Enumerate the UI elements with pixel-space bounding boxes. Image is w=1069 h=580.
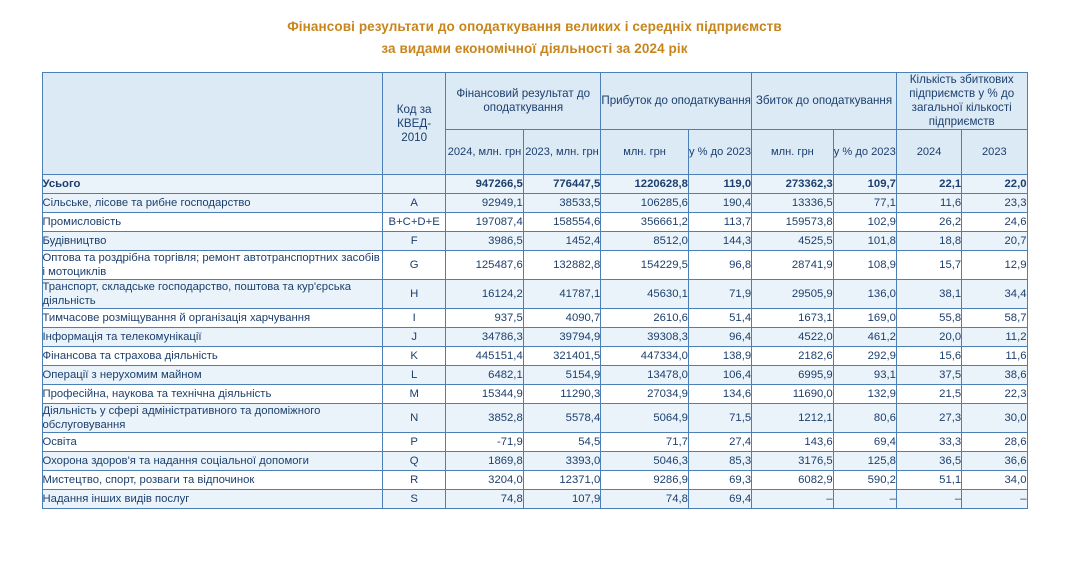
row-share-2024: 33,3 bbox=[896, 433, 961, 452]
row-fr-2024: 197087,4 bbox=[446, 213, 523, 232]
row-fr-2023: 158554,6 bbox=[523, 213, 601, 232]
table-row bbox=[42, 347, 1027, 366]
row-kved-code: Q bbox=[383, 452, 446, 471]
row-share-2024: 18,8 bbox=[896, 232, 961, 251]
row-loss-pct: 590,2 bbox=[833, 471, 896, 490]
row-fr-2023: 5578,4 bbox=[523, 404, 601, 433]
row-loss-pct: 132,9 bbox=[833, 385, 896, 404]
row-fr-2023: 107,9 bbox=[523, 490, 601, 509]
row-fr-2024: 74,8 bbox=[446, 490, 523, 509]
row-loss-mln: 159573,8 bbox=[752, 213, 834, 232]
header-row-groups bbox=[42, 73, 1027, 130]
row-fr-2023: 54,5 bbox=[523, 433, 601, 452]
row-share-2023: 38,6 bbox=[962, 366, 1027, 385]
header-group-loss: Збиток до оподаткування bbox=[752, 73, 897, 130]
row-profit-pct: 106,4 bbox=[688, 366, 751, 385]
row-share-2023: 34,0 bbox=[962, 471, 1027, 490]
header-kved-code bbox=[383, 73, 446, 175]
header-sub-profit-pct: у % до 2023 bbox=[688, 130, 751, 175]
row-loss-mln: – bbox=[752, 490, 834, 509]
row-kved-code bbox=[383, 175, 446, 194]
row-fr-2024: 947266,5 bbox=[446, 175, 523, 194]
table-row bbox=[42, 404, 1027, 433]
row-kved-code: N bbox=[383, 404, 446, 433]
row-fr-2024: 3986,5 bbox=[446, 232, 523, 251]
row-share-2023: 28,6 bbox=[962, 433, 1027, 452]
row-profit-pct: 51,4 bbox=[688, 309, 751, 328]
table-row bbox=[42, 213, 1027, 232]
row-profit-mln: 106285,6 bbox=[601, 194, 689, 213]
table-row bbox=[42, 366, 1027, 385]
row-loss-pct: – bbox=[833, 490, 896, 509]
title-line-1: Фінансові результати до оподаткування великих і середніх підприємств bbox=[287, 19, 782, 34]
row-share-2023: 20,7 bbox=[962, 232, 1027, 251]
row-loss-mln: 1673,1 bbox=[752, 309, 834, 328]
row-share-2023: 12,9 bbox=[962, 251, 1027, 280]
row-fr-2023: 4090,7 bbox=[523, 309, 601, 328]
row-share-2024: 20,0 bbox=[896, 328, 961, 347]
row-share-2024: – bbox=[896, 490, 961, 509]
row-loss-pct: 109,7 bbox=[833, 175, 896, 194]
row-share-2024: 26,2 bbox=[896, 213, 961, 232]
row-profit-pct: 96,8 bbox=[688, 251, 751, 280]
row-profit-pct: 96,4 bbox=[688, 328, 751, 347]
row-loss-pct: 93,1 bbox=[833, 366, 896, 385]
row-profit-pct: 69,3 bbox=[688, 471, 751, 490]
row-profit-mln: 39308,3 bbox=[601, 328, 689, 347]
row-kved-code: F bbox=[383, 232, 446, 251]
row-share-2023: 22,3 bbox=[962, 385, 1027, 404]
row-profit-mln: 1220628,8 bbox=[601, 175, 689, 194]
row-profit-mln: 154229,5 bbox=[601, 251, 689, 280]
header-sub-share-2023: 2023 bbox=[962, 130, 1027, 175]
row-fr-2024: 92949,1 bbox=[446, 194, 523, 213]
row-loss-pct: 77,1 bbox=[833, 194, 896, 213]
row-profit-mln: 9286,9 bbox=[601, 471, 689, 490]
row-loss-mln: 28741,9 bbox=[752, 251, 834, 280]
row-share-2024: 37,5 bbox=[896, 366, 961, 385]
row-kved-code: I bbox=[383, 309, 446, 328]
row-fr-2024: 16124,2 bbox=[446, 280, 523, 309]
row-kved-code: L bbox=[383, 366, 446, 385]
row-kved-code: P bbox=[383, 433, 446, 452]
row-activity-name: Усього bbox=[42, 175, 383, 194]
row-fr-2024: -71,9 bbox=[446, 433, 523, 452]
row-share-2023: 30,0 bbox=[962, 404, 1027, 433]
row-fr-2023: 39794,9 bbox=[523, 328, 601, 347]
table-row bbox=[42, 251, 1027, 280]
row-fr-2023: 776447,5 bbox=[523, 175, 601, 194]
row-fr-2023: 5154,9 bbox=[523, 366, 601, 385]
row-loss-mln: 4522,0 bbox=[752, 328, 834, 347]
row-profit-mln: 356661,2 bbox=[601, 213, 689, 232]
table-body bbox=[42, 175, 1027, 509]
row-share-2023: 58,7 bbox=[962, 309, 1027, 328]
row-fr-2024: 6482,1 bbox=[446, 366, 523, 385]
table-row bbox=[42, 385, 1027, 404]
row-activity-name: Надання інших видів послуг bbox=[42, 490, 383, 509]
row-profit-mln: 8512,0 bbox=[601, 232, 689, 251]
row-share-2024: 55,8 bbox=[896, 309, 961, 328]
row-fr-2024: 937,5 bbox=[446, 309, 523, 328]
row-kved-code: S bbox=[383, 490, 446, 509]
row-loss-mln: 11690,0 bbox=[752, 385, 834, 404]
row-share-2024: 11,6 bbox=[896, 194, 961, 213]
row-profit-pct: 138,9 bbox=[688, 347, 751, 366]
table-header bbox=[42, 73, 1027, 175]
row-share-2024: 15,6 bbox=[896, 347, 961, 366]
row-profit-pct: 119,0 bbox=[688, 175, 751, 194]
row-loss-mln: 6082,9 bbox=[752, 471, 834, 490]
row-fr-2023: 11290,3 bbox=[523, 385, 601, 404]
row-share-2024: 21,5 bbox=[896, 385, 961, 404]
row-fr-2024: 445151,4 bbox=[446, 347, 523, 366]
header-sub-loss-pct: у % до 2023 bbox=[833, 130, 896, 175]
header-activity-name bbox=[42, 73, 383, 175]
row-profit-pct: 144,3 bbox=[688, 232, 751, 251]
row-loss-pct: 125,8 bbox=[833, 452, 896, 471]
row-profit-pct: 69,4 bbox=[688, 490, 751, 509]
row-share-2023: – bbox=[962, 490, 1027, 509]
row-share-2023: 34,4 bbox=[962, 280, 1027, 309]
row-fr-2023: 12371,0 bbox=[523, 471, 601, 490]
row-activity-name: Професійна, наукова та технічна діяльність bbox=[42, 385, 383, 404]
row-share-2024: 27,3 bbox=[896, 404, 961, 433]
row-profit-mln: 447334,0 bbox=[601, 347, 689, 366]
row-fr-2023: 132882,8 bbox=[523, 251, 601, 280]
table-row bbox=[42, 433, 1027, 452]
row-activity-name: Тимчасове розміщування й організація харчування bbox=[42, 309, 383, 328]
header-group-loss-share: Кількість збиткових підприємств у % до загальної кількості підприємств bbox=[896, 73, 1027, 130]
row-profit-mln: 45630,1 bbox=[601, 280, 689, 309]
row-kved-code: H bbox=[383, 280, 446, 309]
row-kved-code: K bbox=[383, 347, 446, 366]
table-row bbox=[42, 328, 1027, 347]
row-fr-2024: 3204,0 bbox=[446, 471, 523, 490]
row-share-2023: 22,0 bbox=[962, 175, 1027, 194]
row-loss-mln: 2182,6 bbox=[752, 347, 834, 366]
row-fr-2023: 1452,4 bbox=[523, 232, 601, 251]
row-loss-mln: 29505,9 bbox=[752, 280, 834, 309]
row-profit-mln: 13478,0 bbox=[601, 366, 689, 385]
header-sub-profit-mln: млн. грн bbox=[601, 130, 689, 175]
row-profit-pct: 85,3 bbox=[688, 452, 751, 471]
row-loss-pct: 292,9 bbox=[833, 347, 896, 366]
row-activity-name: Будівництво bbox=[42, 232, 383, 251]
row-loss-pct: 102,9 bbox=[833, 213, 896, 232]
table-row bbox=[42, 452, 1027, 471]
header-kved-code-label: Код за КВЕД- 2010 bbox=[396, 102, 432, 144]
row-loss-pct: 108,9 bbox=[833, 251, 896, 280]
row-fr-2024: 34786,3 bbox=[446, 328, 523, 347]
row-profit-pct: 27,4 bbox=[688, 433, 751, 452]
row-profit-pct: 134,6 bbox=[688, 385, 751, 404]
row-share-2024: 38,1 bbox=[896, 280, 961, 309]
row-profit-mln: 71,7 bbox=[601, 433, 689, 452]
row-loss-mln: 273362,3 bbox=[752, 175, 834, 194]
row-share-2024: 22,1 bbox=[896, 175, 961, 194]
row-activity-name: Оптова та роздрібна торгівля; ремонт автотранспортних засобів і мотоциклів bbox=[42, 251, 383, 280]
table-row bbox=[42, 232, 1027, 251]
row-fr-2023: 3393,0 bbox=[523, 452, 601, 471]
row-fr-2023: 41787,1 bbox=[523, 280, 601, 309]
table-row bbox=[42, 194, 1027, 213]
row-fr-2024: 1869,8 bbox=[446, 452, 523, 471]
row-loss-mln: 6995,9 bbox=[752, 366, 834, 385]
row-loss-pct: 69,4 bbox=[833, 433, 896, 452]
row-fr-2024: 3852,8 bbox=[446, 404, 523, 433]
table-row bbox=[42, 490, 1027, 509]
row-activity-name: Інформація та телекомунікації bbox=[42, 328, 383, 347]
table-row bbox=[42, 471, 1027, 490]
row-profit-mln: 5046,3 bbox=[601, 452, 689, 471]
header-sub-share-2024: 2024 bbox=[896, 130, 961, 175]
row-share-2023: 11,2 bbox=[962, 328, 1027, 347]
row-profit-pct: 71,5 bbox=[688, 404, 751, 433]
row-share-2023: 11,6 bbox=[962, 347, 1027, 366]
row-profit-mln: 27034,9 bbox=[601, 385, 689, 404]
title-line-2: за видами економічної діяльності за 2024 рік bbox=[381, 41, 688, 56]
row-loss-mln: 4525,5 bbox=[752, 232, 834, 251]
row-loss-pct: 169,0 bbox=[833, 309, 896, 328]
row-activity-name: Операції з нерухомим майном bbox=[42, 366, 383, 385]
row-kved-code: J bbox=[383, 328, 446, 347]
header-group-profit: Прибуток до оподаткування bbox=[601, 73, 752, 130]
row-activity-name: Діяльність у сфері адміністративного та допоміжного обслуговування bbox=[42, 404, 383, 433]
row-kved-code: A bbox=[383, 194, 446, 213]
row-kved-code: R bbox=[383, 471, 446, 490]
row-loss-pct: 136,0 bbox=[833, 280, 896, 309]
row-loss-mln: 143,6 bbox=[752, 433, 834, 452]
row-loss-mln: 3176,5 bbox=[752, 452, 834, 471]
header-sub-fr-2024: 2024, млн. грн bbox=[446, 130, 523, 175]
table-row bbox=[42, 309, 1027, 328]
row-fr-2023: 321401,5 bbox=[523, 347, 601, 366]
row-share-2023: 24,6 bbox=[962, 213, 1027, 232]
row-share-2023: 36,6 bbox=[962, 452, 1027, 471]
row-fr-2023: 38533,5 bbox=[523, 194, 601, 213]
row-activity-name: Промисловість bbox=[42, 213, 383, 232]
row-share-2023: 23,3 bbox=[962, 194, 1027, 213]
row-share-2024: 15,7 bbox=[896, 251, 961, 280]
row-share-2024: 51,1 bbox=[896, 471, 961, 490]
financial-results-table bbox=[42, 72, 1028, 509]
page-title bbox=[0, 0, 1069, 60]
row-profit-pct: 113,7 bbox=[688, 213, 751, 232]
row-activity-name: Фінансова та страхова діяльність bbox=[42, 347, 383, 366]
header-sub-fr-2023: 2023, млн. грн bbox=[523, 130, 601, 175]
row-profit-pct: 190,4 bbox=[688, 194, 751, 213]
header-sub-loss-mln: млн. грн bbox=[752, 130, 834, 175]
table-row bbox=[42, 175, 1027, 194]
row-kved-code: M bbox=[383, 385, 446, 404]
row-loss-pct: 461,2 bbox=[833, 328, 896, 347]
row-loss-mln: 1212,1 bbox=[752, 404, 834, 433]
row-loss-pct: 101,8 bbox=[833, 232, 896, 251]
row-profit-mln: 2610,6 bbox=[601, 309, 689, 328]
row-share-2024: 36,5 bbox=[896, 452, 961, 471]
row-activity-name: Транспорт, складське господарство, поштова та кур'єрська діяльність bbox=[42, 280, 383, 309]
row-activity-name: Сільське, лісове та рибне господарство bbox=[42, 194, 383, 213]
row-activity-name: Мистецтво, спорт, розваги та відпочинок bbox=[42, 471, 383, 490]
row-kved-code: B+C+D+E bbox=[383, 213, 446, 232]
table-row bbox=[42, 280, 1027, 309]
row-kved-code: G bbox=[383, 251, 446, 280]
header-group-financial-result: Фінансовий результат до оподаткування bbox=[446, 73, 601, 130]
row-activity-name: Освіта bbox=[42, 433, 383, 452]
row-activity-name: Охорона здоров'я та надання соціальної допомоги bbox=[42, 452, 383, 471]
row-fr-2024: 125487,6 bbox=[446, 251, 523, 280]
row-loss-mln: 13336,5 bbox=[752, 194, 834, 213]
row-fr-2024: 15344,9 bbox=[446, 385, 523, 404]
row-profit-mln: 5064,9 bbox=[601, 404, 689, 433]
row-profit-pct: 71,9 bbox=[688, 280, 751, 309]
row-loss-pct: 80,6 bbox=[833, 404, 896, 433]
row-profit-mln: 74,8 bbox=[601, 490, 689, 509]
